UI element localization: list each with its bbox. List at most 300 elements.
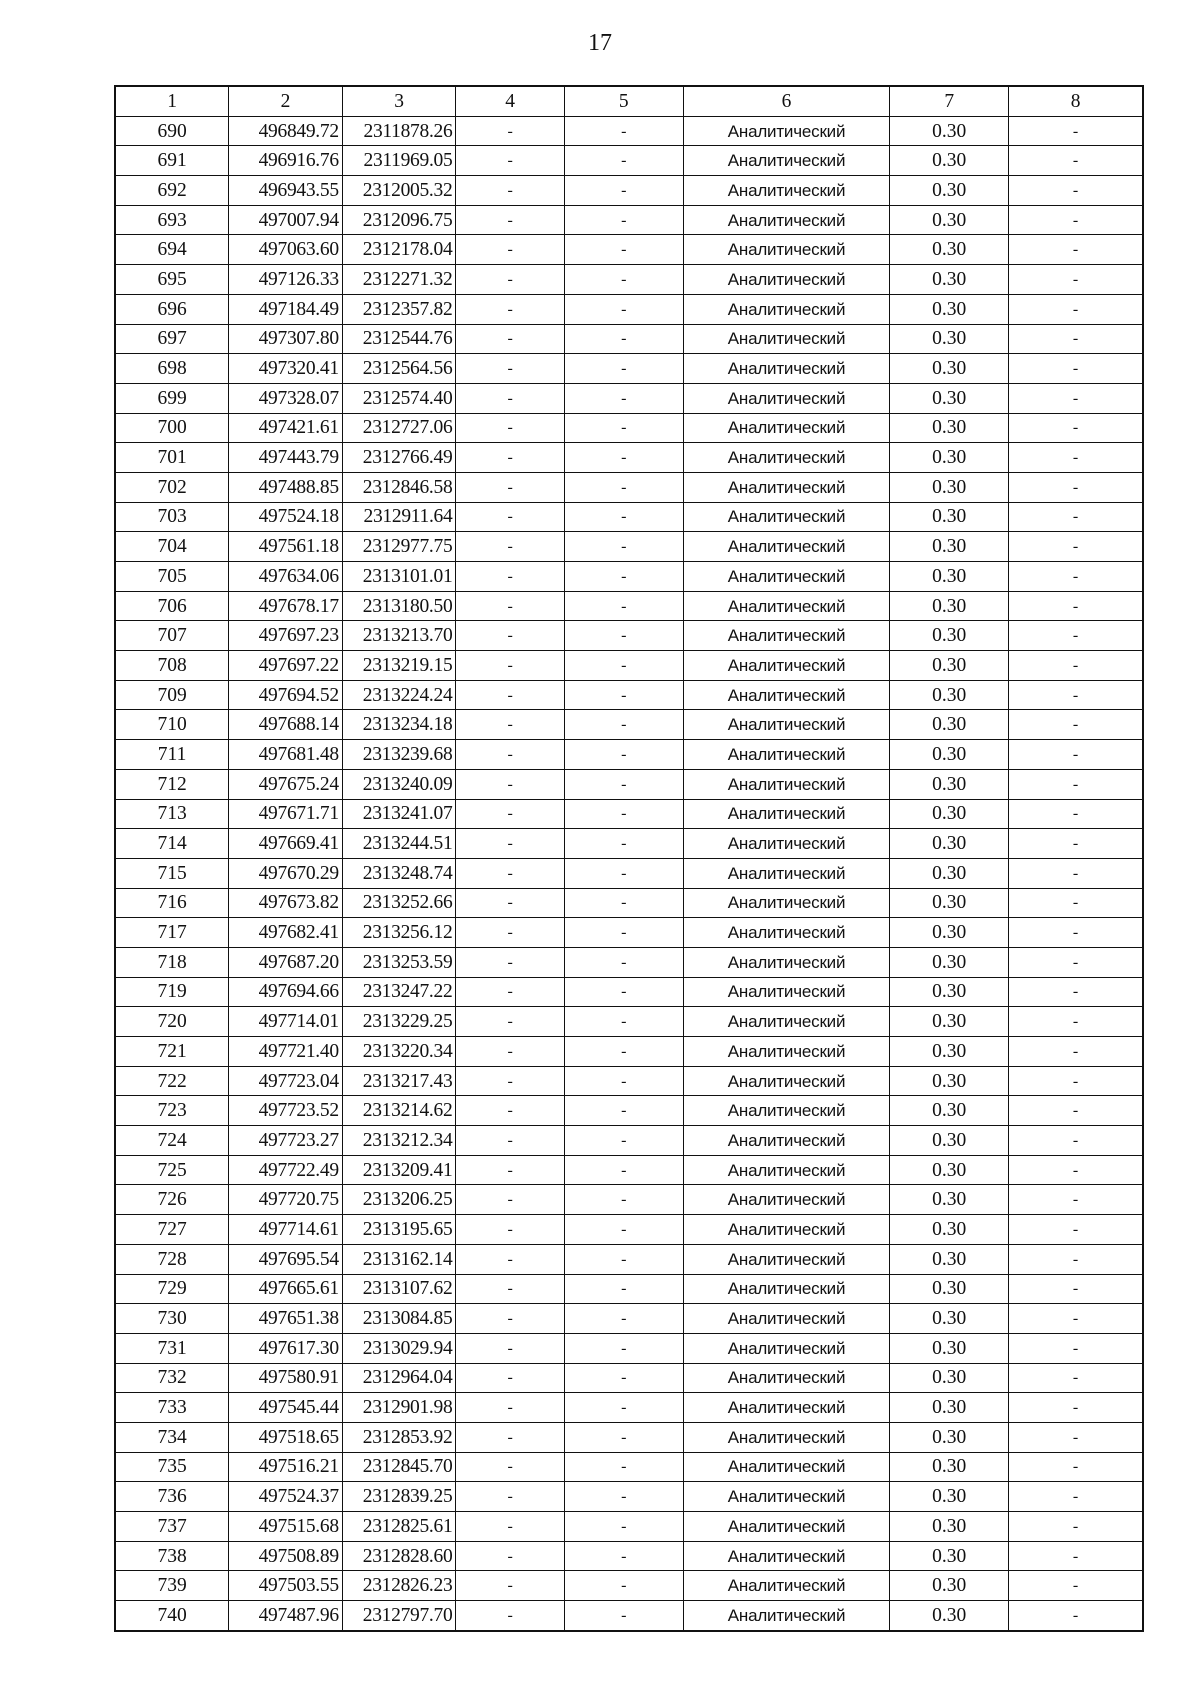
column-5-cell: - (564, 1215, 683, 1245)
column-5-cell: - (564, 443, 683, 473)
y-coordinate-cell: 2313220.34 (342, 1037, 456, 1067)
accuracy-cell: 0.30 (890, 1393, 1009, 1423)
column-5-cell: - (564, 829, 683, 859)
column-8-cell: - (1009, 562, 1143, 592)
point-number-cell: 717 (115, 918, 229, 948)
column-5-cell: - (564, 1037, 683, 1067)
accuracy-cell: 0.30 (890, 651, 1009, 681)
column-4-cell: - (456, 1571, 564, 1601)
table-row (115, 1422, 1143, 1452)
column-4-cell: - (456, 1601, 564, 1631)
y-coordinate-cell: 2313029.94 (342, 1333, 456, 1363)
table-row (115, 1333, 1143, 1363)
column-5-cell: - (564, 1244, 683, 1274)
x-coordinate-cell: 497687.20 (229, 947, 343, 977)
column-5-cell: - (564, 947, 683, 977)
table-row (115, 1155, 1143, 1185)
method-cell: Аналитический (683, 1274, 890, 1304)
accuracy-cell: 0.30 (890, 235, 1009, 265)
column-8-cell: - (1009, 1304, 1143, 1334)
point-number-cell: 709 (115, 680, 229, 710)
table-row (115, 1126, 1143, 1156)
point-number-cell: 707 (115, 621, 229, 651)
y-coordinate-cell: 2312271.32 (342, 265, 456, 295)
y-coordinate-cell: 2311878.26 (342, 116, 456, 146)
column-4-cell: - (456, 1185, 564, 1215)
column-4-cell: - (456, 651, 564, 681)
column-8-cell: - (1009, 977, 1143, 1007)
point-number-cell: 712 (115, 769, 229, 799)
x-coordinate-cell: 497681.48 (229, 740, 343, 770)
y-coordinate-cell: 2312564.56 (342, 354, 456, 384)
table-row (115, 1185, 1143, 1215)
column-8-cell: - (1009, 710, 1143, 740)
column-4-cell: - (456, 443, 564, 473)
y-coordinate-cell: 2312727.06 (342, 413, 456, 443)
x-coordinate-cell: 497487.96 (229, 1601, 343, 1631)
method-cell: Аналитический (683, 324, 890, 354)
column-8-cell: - (1009, 1244, 1143, 1274)
accuracy-cell: 0.30 (890, 888, 1009, 918)
column-4-cell: - (456, 532, 564, 562)
table-row (115, 472, 1143, 502)
x-coordinate-cell: 496916.76 (229, 146, 343, 176)
column-4-cell: - (456, 472, 564, 502)
y-coordinate-cell: 2313213.70 (342, 621, 456, 651)
method-cell: Аналитический (683, 116, 890, 146)
method-cell: Аналитический (683, 1126, 890, 1156)
column-4-cell: - (456, 1422, 564, 1452)
y-coordinate-cell: 2313214.62 (342, 1096, 456, 1126)
y-coordinate-cell: 2313241.07 (342, 799, 456, 829)
table-row (115, 562, 1143, 592)
point-number-cell: 694 (115, 235, 229, 265)
page-number: 17 (588, 30, 612, 56)
column-4-cell: - (456, 324, 564, 354)
column-4-cell: - (456, 354, 564, 384)
x-coordinate-cell: 497580.91 (229, 1363, 343, 1393)
column-8-cell: - (1009, 591, 1143, 621)
table-row (115, 769, 1143, 799)
table-row (115, 918, 1143, 948)
x-coordinate-cell: 497671.71 (229, 799, 343, 829)
table-row (115, 1393, 1143, 1423)
x-coordinate-cell: 497665.61 (229, 1274, 343, 1304)
accuracy-cell: 0.30 (890, 294, 1009, 324)
y-coordinate-cell: 2312766.49 (342, 443, 456, 473)
column-header: 3 (342, 86, 456, 116)
column-4-cell: - (456, 146, 564, 176)
accuracy-cell: 0.30 (890, 1126, 1009, 1156)
method-cell: Аналитический (683, 146, 890, 176)
column-4-cell: - (456, 1452, 564, 1482)
method-cell: Аналитический (683, 740, 890, 770)
x-coordinate-cell: 496849.72 (229, 116, 343, 146)
column-8-cell: - (1009, 1333, 1143, 1363)
point-number-cell: 705 (115, 562, 229, 592)
table-row (115, 1096, 1143, 1126)
method-cell: Аналитический (683, 1007, 890, 1037)
column-8-cell: - (1009, 294, 1143, 324)
table-row (115, 1215, 1143, 1245)
accuracy-cell: 0.30 (890, 680, 1009, 710)
point-number-cell: 710 (115, 710, 229, 740)
point-number-cell: 691 (115, 146, 229, 176)
column-8-cell: - (1009, 472, 1143, 502)
x-coordinate-cell: 497695.54 (229, 1244, 343, 1274)
point-number-cell: 739 (115, 1571, 229, 1601)
x-coordinate-cell: 497421.61 (229, 413, 343, 443)
column-4-cell: - (456, 918, 564, 948)
method-cell: Аналитический (683, 1571, 890, 1601)
x-coordinate-cell: 497723.52 (229, 1096, 343, 1126)
column-8-cell: - (1009, 1274, 1143, 1304)
accuracy-cell: 0.30 (890, 740, 1009, 770)
column-4-cell: - (456, 1393, 564, 1423)
x-coordinate-cell: 497722.49 (229, 1155, 343, 1185)
column-8-cell: - (1009, 1601, 1143, 1631)
accuracy-cell: 0.30 (890, 562, 1009, 592)
x-coordinate-cell: 497678.17 (229, 591, 343, 621)
method-cell: Аналитический (683, 1185, 890, 1215)
column-4-cell: - (456, 1126, 564, 1156)
method-cell: Аналитический (683, 383, 890, 413)
coordinates-table (114, 85, 1144, 1632)
point-number-cell: 735 (115, 1452, 229, 1482)
column-4-cell: - (456, 116, 564, 146)
point-number-cell: 692 (115, 176, 229, 206)
accuracy-cell: 0.30 (890, 1333, 1009, 1363)
method-cell: Аналитический (683, 621, 890, 651)
column-4-cell: - (456, 235, 564, 265)
y-coordinate-cell: 2313219.15 (342, 651, 456, 681)
y-coordinate-cell: 2312901.98 (342, 1393, 456, 1423)
column-4-cell: - (456, 502, 564, 532)
accuracy-cell: 0.30 (890, 443, 1009, 473)
column-header: 5 (564, 86, 683, 116)
method-cell: Аналитический (683, 294, 890, 324)
y-coordinate-cell: 2313217.43 (342, 1066, 456, 1096)
table-row (115, 977, 1143, 1007)
point-number-cell: 720 (115, 1007, 229, 1037)
method-cell: Аналитический (683, 1512, 890, 1542)
column-4-cell: - (456, 829, 564, 859)
x-coordinate-cell: 497669.41 (229, 829, 343, 859)
x-coordinate-cell: 497694.66 (229, 977, 343, 1007)
point-number-cell: 729 (115, 1274, 229, 1304)
accuracy-cell: 0.30 (890, 918, 1009, 948)
accuracy-cell: 0.30 (890, 324, 1009, 354)
column-4-cell: - (456, 1037, 564, 1067)
column-8-cell: - (1009, 324, 1143, 354)
column-4-cell: - (456, 1066, 564, 1096)
accuracy-cell: 0.30 (890, 1066, 1009, 1096)
x-coordinate-cell: 497720.75 (229, 1185, 343, 1215)
y-coordinate-cell: 2313244.51 (342, 829, 456, 859)
table-row (115, 413, 1143, 443)
method-cell: Аналитический (683, 1363, 890, 1393)
point-number-cell: 690 (115, 116, 229, 146)
accuracy-cell: 0.30 (890, 1037, 1009, 1067)
column-8-cell: - (1009, 116, 1143, 146)
y-coordinate-cell: 2313101.01 (342, 562, 456, 592)
table-row (115, 799, 1143, 829)
column-8-cell: - (1009, 651, 1143, 681)
table-row (115, 354, 1143, 384)
column-5-cell: - (564, 324, 683, 354)
x-coordinate-cell: 497503.55 (229, 1571, 343, 1601)
column-5-cell: - (564, 1541, 683, 1571)
point-number-cell: 698 (115, 354, 229, 384)
x-coordinate-cell: 497682.41 (229, 918, 343, 948)
y-coordinate-cell: 2312005.32 (342, 176, 456, 206)
column-4-cell: - (456, 1244, 564, 1274)
y-coordinate-cell: 2312178.04 (342, 235, 456, 265)
column-4-cell: - (456, 1363, 564, 1393)
column-8-cell: - (1009, 829, 1143, 859)
y-coordinate-cell: 2313212.34 (342, 1126, 456, 1156)
point-number-cell: 699 (115, 383, 229, 413)
x-coordinate-cell: 497694.52 (229, 680, 343, 710)
column-8-cell: - (1009, 888, 1143, 918)
method-cell: Аналитический (683, 1601, 890, 1631)
accuracy-cell: 0.30 (890, 1244, 1009, 1274)
column-8-cell: - (1009, 176, 1143, 206)
column-8-cell: - (1009, 1096, 1143, 1126)
table-row (115, 176, 1143, 206)
point-number-cell: 723 (115, 1096, 229, 1126)
column-5-cell: - (564, 1096, 683, 1126)
table-row (115, 383, 1143, 413)
column-header: 8 (1009, 86, 1143, 116)
y-coordinate-cell: 2313107.62 (342, 1274, 456, 1304)
accuracy-cell: 0.30 (890, 1482, 1009, 1512)
column-8-cell: - (1009, 1007, 1143, 1037)
column-8-cell: - (1009, 1066, 1143, 1096)
column-8-cell: - (1009, 769, 1143, 799)
table-row (115, 1541, 1143, 1571)
column-8-cell: - (1009, 443, 1143, 473)
table-row (115, 1571, 1143, 1601)
point-number-cell: 740 (115, 1601, 229, 1631)
method-cell: Аналитический (683, 858, 890, 888)
column-5-cell: - (564, 651, 683, 681)
point-number-cell: 732 (115, 1363, 229, 1393)
column-header: 4 (456, 86, 564, 116)
column-5-cell: - (564, 383, 683, 413)
column-5-cell: - (564, 235, 683, 265)
method-cell: Аналитический (683, 1541, 890, 1571)
table-row (115, 235, 1143, 265)
method-cell: Аналитический (683, 1482, 890, 1512)
accuracy-cell: 0.30 (890, 1601, 1009, 1631)
header-row (115, 86, 1143, 116)
x-coordinate-cell: 497634.06 (229, 562, 343, 592)
column-8-cell: - (1009, 1422, 1143, 1452)
point-number-cell: 702 (115, 472, 229, 502)
x-coordinate-cell: 497524.18 (229, 502, 343, 532)
accuracy-cell: 0.30 (890, 354, 1009, 384)
point-number-cell: 733 (115, 1393, 229, 1423)
column-4-cell: - (456, 294, 564, 324)
method-cell: Аналитический (683, 1037, 890, 1067)
x-coordinate-cell: 497561.18 (229, 532, 343, 562)
column-5-cell: - (564, 1333, 683, 1363)
method-cell: Аналитический (683, 502, 890, 532)
y-coordinate-cell: 2312544.76 (342, 324, 456, 354)
table-row (115, 1274, 1143, 1304)
column-4-cell: - (456, 1541, 564, 1571)
accuracy-cell: 0.30 (890, 769, 1009, 799)
column-header: 6 (683, 86, 890, 116)
x-coordinate-cell: 497723.04 (229, 1066, 343, 1096)
y-coordinate-cell: 2312853.92 (342, 1422, 456, 1452)
x-coordinate-cell: 497518.65 (229, 1422, 343, 1452)
accuracy-cell: 0.30 (890, 1007, 1009, 1037)
point-number-cell: 693 (115, 205, 229, 235)
column-8-cell: - (1009, 413, 1143, 443)
column-4-cell: - (456, 947, 564, 977)
accuracy-cell: 0.30 (890, 1155, 1009, 1185)
method-cell: Аналитический (683, 1452, 890, 1482)
method-cell: Аналитический (683, 710, 890, 740)
method-cell: Аналитический (683, 1096, 890, 1126)
table-row (115, 1066, 1143, 1096)
y-coordinate-cell: 2312845.70 (342, 1452, 456, 1482)
y-coordinate-cell: 2312911.64 (342, 502, 456, 532)
table-row (115, 116, 1143, 146)
column-8-cell: - (1009, 918, 1143, 948)
column-8-cell: - (1009, 1037, 1143, 1067)
y-coordinate-cell: 2313209.41 (342, 1155, 456, 1185)
column-4-cell: - (456, 799, 564, 829)
column-5-cell: - (564, 1066, 683, 1096)
y-coordinate-cell: 2312826.23 (342, 1571, 456, 1601)
column-8-cell: - (1009, 1512, 1143, 1542)
x-coordinate-cell: 497488.85 (229, 472, 343, 502)
method-cell: Аналитический (683, 265, 890, 295)
column-5-cell: - (564, 918, 683, 948)
x-coordinate-cell: 497524.37 (229, 1482, 343, 1512)
column-4-cell: - (456, 621, 564, 651)
method-cell: Аналитический (683, 235, 890, 265)
accuracy-cell: 0.30 (890, 532, 1009, 562)
point-number-cell: 722 (115, 1066, 229, 1096)
column-5-cell: - (564, 205, 683, 235)
point-number-cell: 708 (115, 651, 229, 681)
x-coordinate-cell: 497714.01 (229, 1007, 343, 1037)
table-row (115, 947, 1143, 977)
column-4-cell: - (456, 1274, 564, 1304)
y-coordinate-cell: 2313252.66 (342, 888, 456, 918)
column-5-cell: - (564, 354, 683, 384)
y-coordinate-cell: 2313229.25 (342, 1007, 456, 1037)
column-4-cell: - (456, 888, 564, 918)
accuracy-cell: 0.30 (890, 1541, 1009, 1571)
column-8-cell: - (1009, 1452, 1143, 1482)
column-5-cell: - (564, 1393, 683, 1423)
table-row (115, 146, 1143, 176)
accuracy-cell: 0.30 (890, 829, 1009, 859)
point-number-cell: 704 (115, 532, 229, 562)
y-coordinate-cell: 2312839.25 (342, 1482, 456, 1512)
column-5-cell: - (564, 1155, 683, 1185)
table-row (115, 294, 1143, 324)
y-coordinate-cell: 2313256.12 (342, 918, 456, 948)
table-row (115, 740, 1143, 770)
point-number-cell: 706 (115, 591, 229, 621)
point-number-cell: 736 (115, 1482, 229, 1512)
y-coordinate-cell: 2313206.25 (342, 1185, 456, 1215)
table-row (115, 205, 1143, 235)
column-5-cell: - (564, 591, 683, 621)
column-5-cell: - (564, 977, 683, 1007)
accuracy-cell: 0.30 (890, 977, 1009, 1007)
x-coordinate-cell: 497675.24 (229, 769, 343, 799)
point-number-cell: 713 (115, 799, 229, 829)
point-number-cell: 724 (115, 1126, 229, 1156)
x-coordinate-cell: 497063.60 (229, 235, 343, 265)
accuracy-cell: 0.30 (890, 1304, 1009, 1334)
column-8-cell: - (1009, 947, 1143, 977)
x-coordinate-cell: 497721.40 (229, 1037, 343, 1067)
method-cell: Аналитический (683, 413, 890, 443)
column-5-cell: - (564, 888, 683, 918)
column-4-cell: - (456, 1155, 564, 1185)
table-row (115, 1601, 1143, 1631)
column-5-cell: - (564, 265, 683, 295)
method-cell: Аналитический (683, 1066, 890, 1096)
column-8-cell: - (1009, 1482, 1143, 1512)
table-row (115, 502, 1143, 532)
table-row (115, 591, 1143, 621)
column-8-cell: - (1009, 383, 1143, 413)
method-cell: Аналитический (683, 1244, 890, 1274)
y-coordinate-cell: 2313180.50 (342, 591, 456, 621)
y-coordinate-cell: 2313084.85 (342, 1304, 456, 1334)
x-coordinate-cell: 497307.80 (229, 324, 343, 354)
point-number-cell: 719 (115, 977, 229, 1007)
y-coordinate-cell: 2311969.05 (342, 146, 456, 176)
point-number-cell: 738 (115, 1541, 229, 1571)
method-cell: Аналитический (683, 1155, 890, 1185)
column-4-cell: - (456, 740, 564, 770)
table-row (115, 829, 1143, 859)
method-cell: Аналитический (683, 443, 890, 473)
method-cell: Аналитический (683, 562, 890, 592)
column-5-cell: - (564, 502, 683, 532)
column-4-cell: - (456, 1096, 564, 1126)
point-number-cell: 711 (115, 740, 229, 770)
method-cell: Аналитический (683, 532, 890, 562)
point-number-cell: 731 (115, 1333, 229, 1363)
method-cell: Аналитический (683, 1422, 890, 1452)
accuracy-cell: 0.30 (890, 502, 1009, 532)
y-coordinate-cell: 2312828.60 (342, 1541, 456, 1571)
y-coordinate-cell: 2312574.40 (342, 383, 456, 413)
point-number-cell: 734 (115, 1422, 229, 1452)
column-5-cell: - (564, 472, 683, 502)
method-cell: Аналитический (683, 651, 890, 681)
column-8-cell: - (1009, 205, 1143, 235)
column-4-cell: - (456, 205, 564, 235)
accuracy-cell: 0.30 (890, 383, 1009, 413)
column-5-cell: - (564, 710, 683, 740)
method-cell: Аналитический (683, 888, 890, 918)
accuracy-cell: 0.30 (890, 176, 1009, 206)
x-coordinate-cell: 497697.22 (229, 651, 343, 681)
table-row (115, 1037, 1143, 1067)
